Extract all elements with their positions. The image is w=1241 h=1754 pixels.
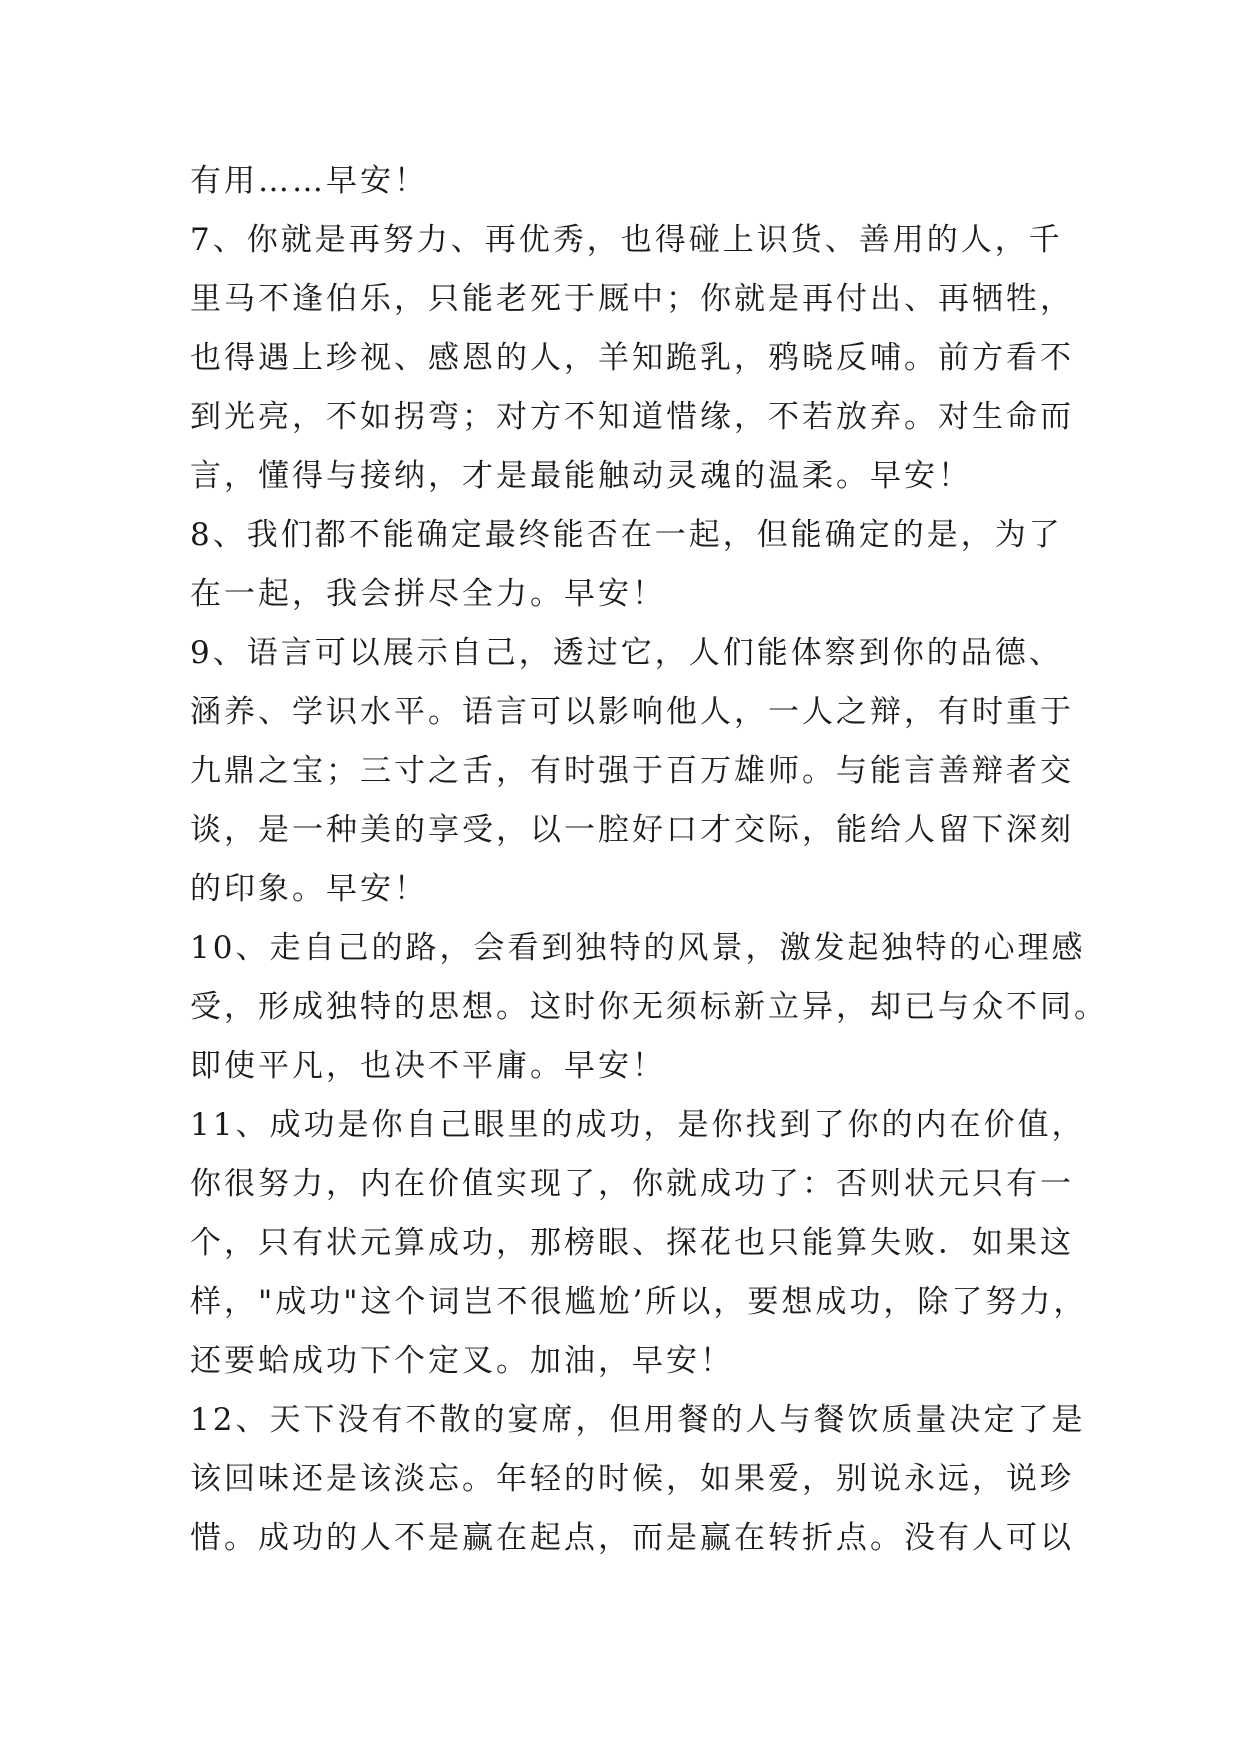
text-line: 涵养、学识水平。语言可以影响他人，一人之辩，有时重于 — [190, 694, 1074, 730]
text-line: 在一起，我会拼尽全力。早安！ — [190, 576, 666, 612]
text-line: 到光亮，不如拐弯；对方不知道惜缘，不若放弃。对生命而 — [190, 399, 1074, 435]
text-line: 言，懂得与接纳，才是最能触动灵魂的温柔。早安！ — [190, 458, 972, 494]
text-line: 7、你就是再努力、再优秀，也得碰上识货、善用的人，千 — [190, 222, 1063, 258]
text-line: 的印象。早安！ — [190, 871, 428, 907]
text-line: 九鼎之宝；三寸之舌，有时强于百万雄师。与能言善辩者交 — [190, 753, 1074, 789]
text-line: 9、语言可以展示自己，透过它，人们能体察到你的品德、 — [190, 635, 1063, 671]
text-line: 11、成功是你自己眼里的成功，是你找到了你的内在价值， — [190, 1107, 1086, 1143]
text-line: 还要蛤成功下个定叉。加油，早安！ — [190, 1343, 734, 1379]
text-line: 即使平凡，也决不平庸。早安！ — [190, 1048, 666, 1084]
text-line: 惜。成功的人不是赢在起点，而是赢在转折点。没有人可以 — [190, 1520, 1074, 1556]
text-line: 个，只有状元算成功，那榜眼、探花也只能算失败．如果这 — [190, 1225, 1074, 1261]
text-line: 10、走自己的路，会看到独特的风景，激发起独特的心理感 — [190, 930, 1086, 966]
text-line: 受，形成独特的思想。这时你无须标新立异，却已与众不同。 — [190, 989, 1108, 1025]
text-line: 谈，是一种美的享受，以一腔好口才交际，能给人留下深刻 — [190, 812, 1074, 848]
text-line: 也得遇上珍视、感恩的人，羊知跪乳，鸦晓反哺。前方看不 — [190, 340, 1074, 376]
text-line: 该回味还是该淡忘。年轻的时候，如果爱，别说永远，说珍 — [190, 1461, 1074, 1497]
body-text — [190, 152, 1108, 1568]
text-line: 8、我们都不能确定最终能否在一起，但能确定的是，为了 — [190, 517, 1063, 553]
text-line: 有用……早安！ — [190, 163, 428, 199]
text-line: 样，"成功"这个词岂不很尴尬’所以，要想成功，除了努力， — [190, 1284, 1088, 1320]
text-line: 你很努力，内在价值实现了，你就成功了：否则状元只有一 — [190, 1166, 1074, 1202]
text-line: 12、天下没有不散的宴席，但用餐的人与餐饮质量决定了是 — [190, 1402, 1086, 1438]
text-line: 里马不逢伯乐，只能老死于厩中；你就是再付出、再牺牲， — [190, 281, 1074, 317]
